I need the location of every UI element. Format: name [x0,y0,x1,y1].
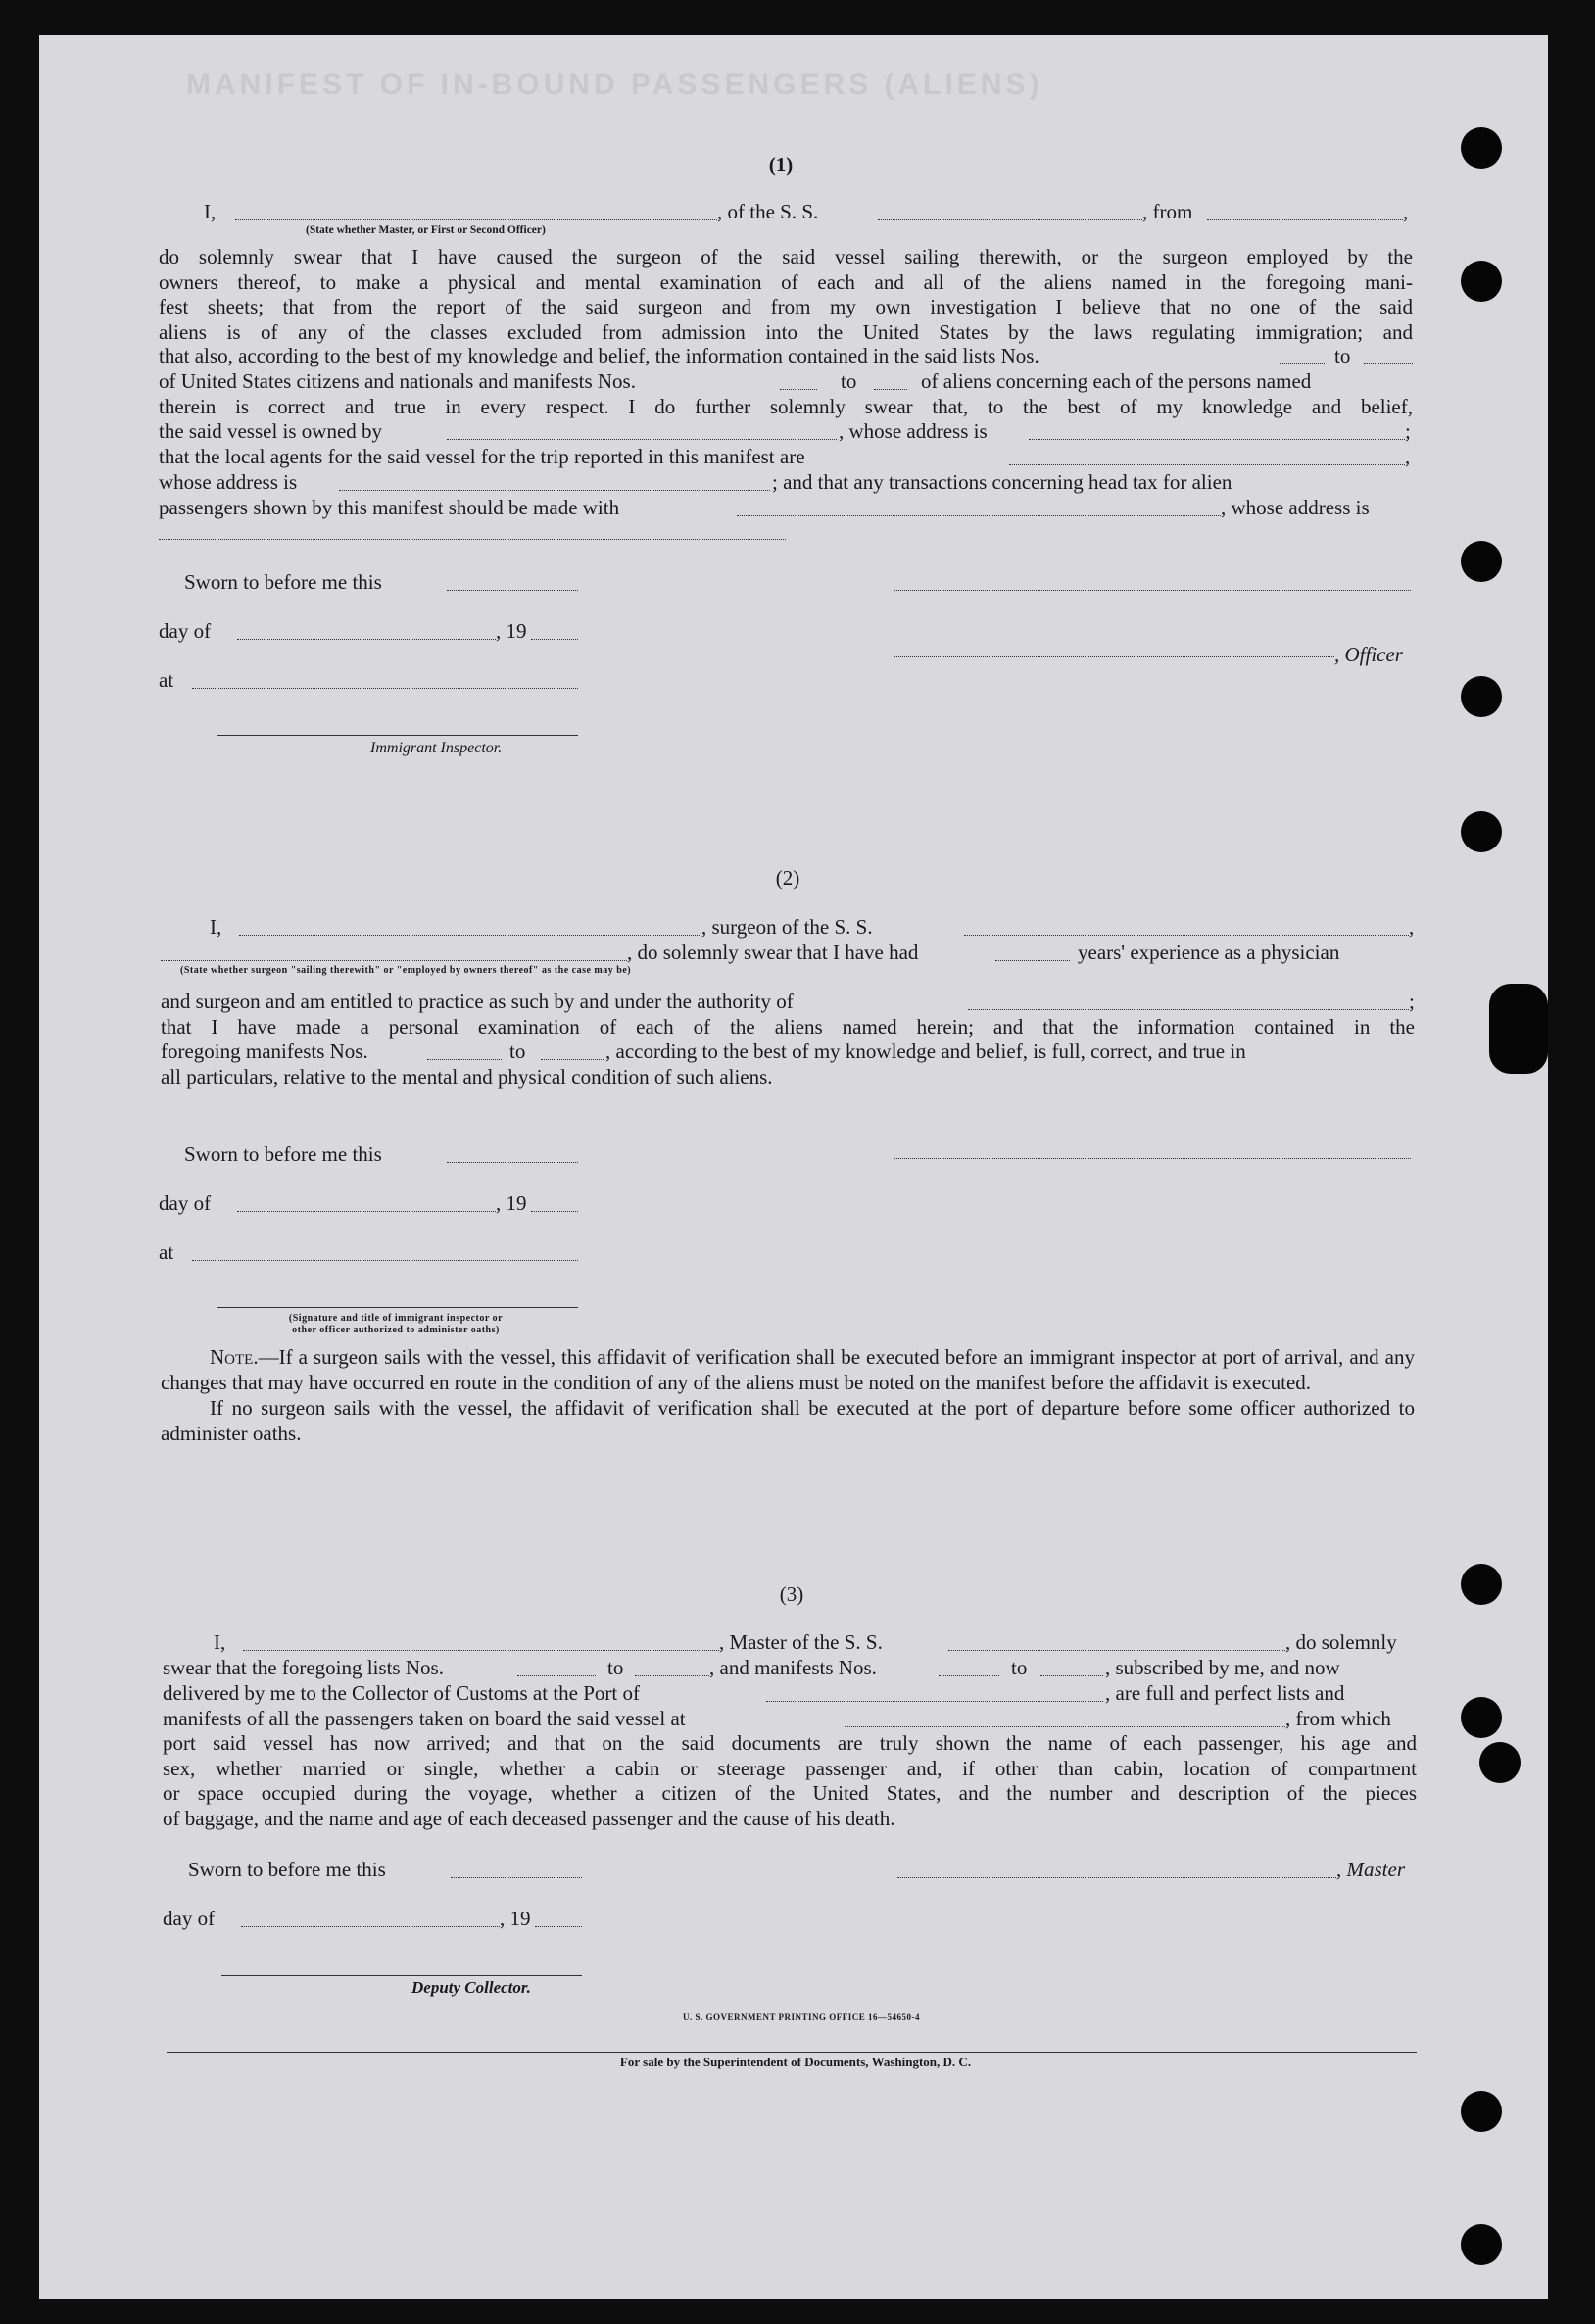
punch-hole [1479,1742,1521,1783]
s1-body-line: do solemnly swear that I have caused the surgeon of the said vessel sailing therewith, or the surgeon employed by the [159,245,1413,268]
s1-list-from-field[interactable] [1280,363,1325,364]
s3-year-field[interactable] [535,1926,582,1927]
s2-sig-note-1: (Signature and title of immigrant inspector or [288,1313,504,1324]
section-3-number: (3) [779,1582,804,1606]
s2-at-label: at [159,1240,174,1264]
s2-sworn-label: Sworn to before me this [184,1142,382,1166]
s1-year-label: , 19 [496,619,527,643]
punch-hole [1461,2224,1502,2265]
s2-manifests-label: foregoing manifests Nos. [161,1040,368,1063]
s3-manifest-to-field[interactable] [1040,1675,1103,1676]
s3-port-field[interactable] [766,1701,1103,1702]
s2-note [161,1344,1415,1446]
s1-agents-label: that the local agents for the said vessel for the trip reported in this manifest are [159,445,805,468]
s1-owner-address-field[interactable] [1029,439,1405,440]
s1-from-label: , from [1142,200,1193,223]
s1-owner-address-label: , whose address is [839,419,988,443]
s2-sig-note-2: other officer authorized to administer oaths) [292,1325,500,1335]
s1-i: I, [204,200,217,223]
s1-inspector-line [218,735,578,736]
note-text-1: —If a surgeon sails with the vessel, this affidavit of verification shall be executed before an immigrant inspector at port of arrival, and any changes that may have occurred en route in the condition of any of the aliens must be noted on the manifest before the affidavit is executed. [161,1345,1415,1394]
s2-sworn-field[interactable] [447,1162,578,1163]
s1-officer-field[interactable] [894,656,1334,657]
s3-sworn-field[interactable] [451,1877,582,1878]
s1-body-text [159,245,1413,345]
s2-year-label: , 19 [496,1191,527,1215]
s1-day-field[interactable] [237,639,496,640]
s3-master-sign-label: , Master [1336,1858,1405,1881]
s1-at-field[interactable] [192,688,578,689]
s3-master-label: , Master of the S. S. [719,1630,883,1654]
s2-manifest-to-field[interactable] [541,1059,604,1060]
s3-i: I, [214,1630,226,1654]
s2-l5-to: to [509,1040,526,1063]
s1-l8 [159,395,1413,420]
s1-at-label: at [159,668,174,692]
s2-swear-label: , do solemnly swear that I have had [627,941,919,964]
sale-notice: For sale by the Superintendent of Documents, Washington, D. C. [619,2055,972,2069]
s3-sworn-label: Sworn to before me this [188,1858,386,1881]
footer-rule [167,2052,1417,2053]
s3-year-label: , 19 [500,1907,531,1930]
s2-day-label: day of [159,1191,212,1215]
s1-body-line: fest sheets; that from the report of the said surgeon and from my own investigation I believe that no one of the said [159,295,1413,319]
s1-owner-field[interactable] [447,439,837,440]
s1-signature-field[interactable] [894,590,1411,591]
s3-manifests-label: , and manifests Nos. [709,1656,877,1679]
s1-l6-text: that also, according to the best of my knowledge and belief, the information contained in the said lists Nos. [159,344,1039,367]
punch-hole [1461,1564,1502,1605]
s3-list-to-field[interactable] [635,1675,709,1676]
s3-list-from-field[interactable] [517,1675,596,1676]
s3-master-sign-field[interactable] [897,1877,1336,1878]
punch-hole [1461,261,1502,302]
s3-manifest-from-field[interactable] [939,1675,999,1676]
s1-head-tax-address-field[interactable] [159,539,786,540]
s1-from-field[interactable] [1207,219,1403,220]
section-2-number: (2) [775,866,800,890]
s1-agents-field[interactable] [1009,464,1405,465]
s3-name-field[interactable] [243,1650,719,1651]
s1-head-tax-field[interactable] [737,515,1221,516]
s3-day-field[interactable] [241,1926,500,1927]
s1-body-line: aliens is of any of the classes excluded from admission into the United States by the laws regulating immigration; and [159,319,1413,344]
s2-day-field[interactable] [237,1211,496,1212]
punch-hole [1489,984,1548,1074]
punch-hole [1461,127,1502,169]
s2-l3-end: ; [1409,990,1415,1013]
s2-l1-end: , [1409,915,1415,939]
s1-officer-note: (State whether Master, or First or Second Officer) [306,224,546,236]
punch-hole [1461,1697,1502,1738]
s3-port-label: delivered by me to the Collector of Customs at the Port of [163,1681,640,1705]
s2-at-field[interactable] [192,1260,578,1261]
s1-l11-rest: ; and that any transactions concerning head tax for alien [772,470,1232,494]
s2-surgeon-label: , surgeon of the S. S. [701,915,873,939]
s1-year-field[interactable] [531,639,578,640]
s1-vessel-field[interactable] [878,219,1142,220]
s2-signature-field[interactable] [894,1158,1411,1159]
s1-sworn-field[interactable] [447,590,578,591]
s1-sworn-label: Sworn to before me this [184,570,382,594]
s2-year-field[interactable] [531,1211,578,1212]
s3-boarded-label: manifests of all the passengers taken on board the said vessel at [163,1707,686,1730]
s3-deputy-line [221,1975,582,1976]
s1-list-to-field[interactable] [1364,363,1413,364]
s3-l3-end: , are full and perfect lists and [1105,1681,1345,1705]
s3-body-line: port said vessel has now arrived; and that on the said documents are truly shown the name of each passenger, his age and [163,1731,1417,1755]
s3-l2-to1: to [607,1656,624,1679]
s1-vessel-label: , of the S. S. [717,200,819,223]
s1-day-label: day of [159,619,212,643]
punch-hole [1461,676,1502,717]
s1-inspector-label: Immigrant Inspector. [370,740,503,756]
s2-l6: all particulars, relative to the mental and physical condition of such aliens. [161,1065,773,1089]
s1-l8-text: therein is correct and true in every respect. I do further solemnly swear that, to the best of my knowledge and belief, [159,395,1413,418]
s3-boarded-field[interactable] [845,1726,1285,1727]
s1-l9-end: ; [1405,419,1411,443]
s1-l6-to: to [1334,344,1351,367]
s3-l2-end: , subscribed by me, and now [1105,1656,1340,1679]
s3-body-line: of baggage, and the name and age of each deceased passenger and the cause of his death. [163,1806,895,1830]
s1-officer-label: , Officer [1334,643,1403,666]
s3-day-label: day of [163,1907,216,1930]
s2-l4-text: that I have made a personal examination of each of the aliens named herein; and that the information contained in the [161,1015,1415,1039]
s2-inspector-line [218,1307,578,1308]
s3-vessel-field[interactable] [948,1650,1285,1651]
s2-authority-label: and surgeon and am entitled to practice as such by and under the authority of [161,990,794,1013]
s3-lists-label: swear that the foregoing lists Nos. [163,1656,444,1679]
s2-name-field[interactable] [239,935,701,936]
s3-l2-to2: to [1011,1656,1028,1679]
s1-head-tax-label: passengers shown by this manifest should be made with [159,496,620,519]
s3-body-text [163,1731,1417,1831]
s1-l7-to: to [841,369,857,393]
s1-l7-rest: of aliens concerning each of the persons named [921,369,1312,393]
bleed-through-header: MANIFEST OF IN-BOUND PASSENGERS (ALIENS) [186,69,1043,101]
s2-years-field[interactable] [995,960,1070,961]
punch-hole [1461,541,1502,582]
s1-l1-end: , [1403,200,1409,223]
punch-hole [1461,811,1502,852]
s3-deputy-label: Deputy Collector. [411,1978,531,1997]
gpo-imprint: U. S. GOVERNMENT PRINTING OFFICE 16—54650-4 [682,2012,921,2022]
s3-l4-end: , from which [1285,1707,1391,1730]
s2-authority-field[interactable] [968,1009,1409,1010]
punch-hole [1461,2091,1502,2132]
s2-years-label: years' experience as a physician [1078,941,1340,964]
s2-surgeon-note: (State whether surgeon "sailing therewith" or "employed by owners thereof" as the case may be) [180,965,632,976]
s1-agents-address-field[interactable] [339,490,770,491]
s1-head-tax-address-label: , whose address is [1221,496,1370,519]
s1-l10-end: , [1405,445,1411,468]
s3-body-line: sex, whether married or single, whether a cabin or steerage passenger and, if other than cabin, location of compartment [163,1756,1417,1780]
s1-manifest-from-field[interactable] [780,389,817,390]
s1-manifest-to-field[interactable] [874,389,907,390]
s1-agents-address-label: whose address is [159,470,298,494]
s2-vessel-field[interactable] [964,935,1409,936]
s3-l1-end: , do solemnly [1285,1630,1397,1654]
s1-officer-name-field[interactable] [235,219,717,220]
s1-owned-label: the said vessel is owned by [159,419,383,443]
s2-i: I, [210,915,222,939]
s2-manifest-from-field[interactable] [427,1059,502,1060]
section-1-number: (1) [768,153,794,176]
s2-capacity-field[interactable] [161,960,627,961]
s3-body-line: or space occupied during the voyage, whether a citizen of the United States, and the number and description of the pieces [163,1781,1417,1806]
s2-l5-rest: , according to the best of my knowledge and belief, is full, correct, and true in [605,1040,1246,1063]
s1-l7-text: of United States citizens and nationals and manifests Nos. [159,369,636,393]
s2-l4 [161,1015,1415,1041]
note-label: Note. [210,1345,259,1369]
s1-body-line: owners thereof, to make a physical and mental examination of each and all of the aliens named in the foregoing mani- [159,269,1413,294]
note-text-2: If no surgeon sails with the vessel, the affidavit of verification shall be executed at the port of departure before some officer authorized to administer oaths. [161,1396,1415,1445]
